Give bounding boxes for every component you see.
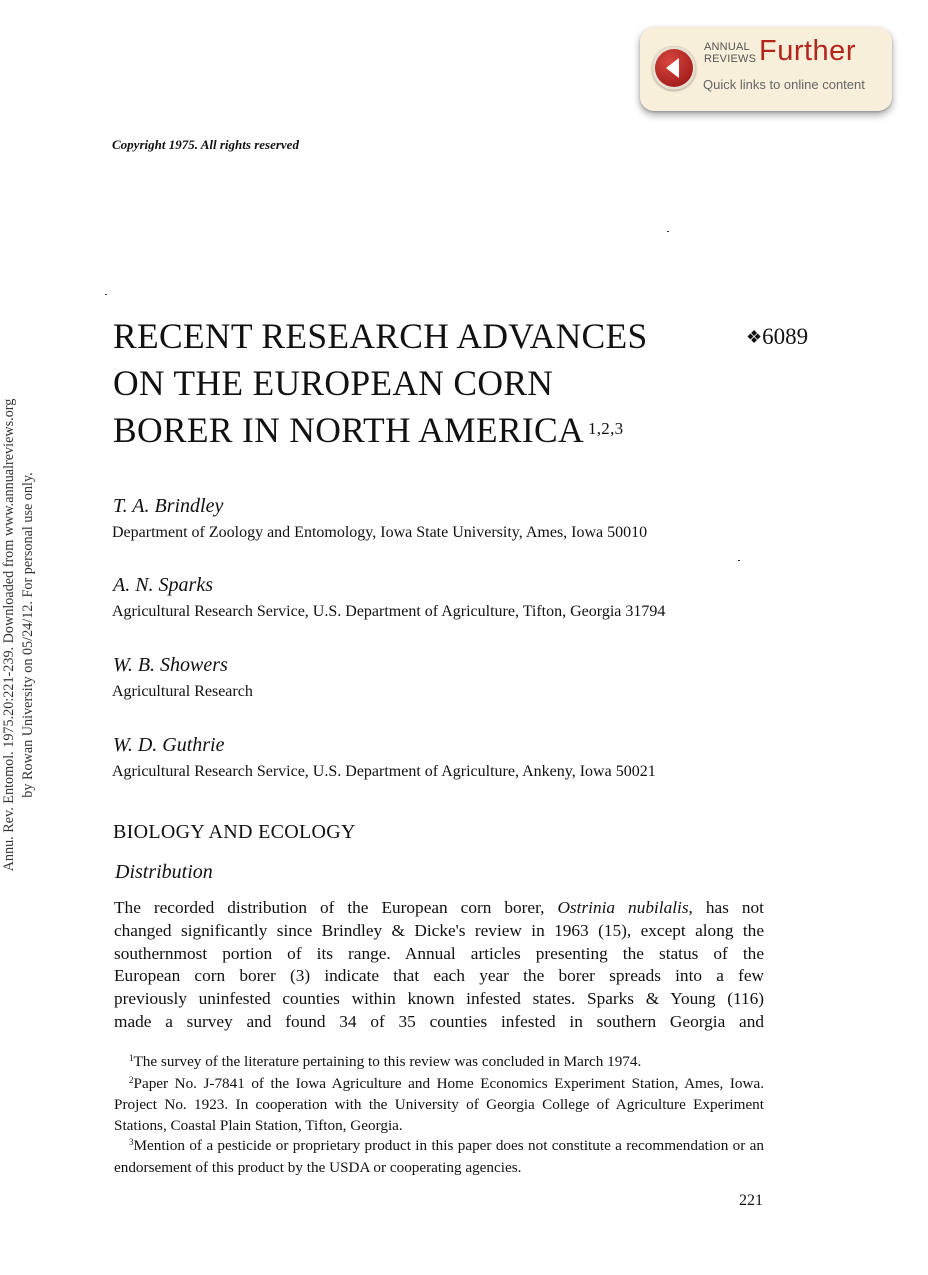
download-notice-text bbox=[0, 350, 38, 920]
diamond-icon: ❖ bbox=[746, 327, 763, 347]
title-line-3-text: BORER IN NORTH AMERICA bbox=[113, 410, 584, 450]
footnote-text: The survey of the literature pertaining to this review was concluded in March 1974. bbox=[133, 1053, 642, 1070]
badge-further-text: Further bbox=[759, 35, 856, 67]
download-notice-line-1: Annu. Rev. Entomol. 1975.20:221-239. Downloaded from www.annualreviews.org bbox=[1, 398, 17, 872]
back-arrow-icon bbox=[652, 46, 696, 90]
footnote bbox=[114, 1136, 764, 1178]
article-number bbox=[746, 324, 808, 350]
download-notice bbox=[0, 350, 48, 920]
scan-speck bbox=[105, 294, 107, 295]
subsection-heading: Distribution bbox=[115, 861, 213, 883]
body-line: southernmost portion of its range. Annual articles presenting the status of the bbox=[114, 943, 764, 963]
article-number-text: 6089 bbox=[762, 324, 809, 349]
footnote-mark: 2 bbox=[129, 1074, 134, 1085]
author-name: T. A. Brindley bbox=[113, 495, 224, 517]
author-affiliation: Department of Zoology and Entomology, Iowa State University, Ames, Iowa 50010 bbox=[112, 524, 648, 541]
footnote-mark: 1 bbox=[129, 1053, 134, 1063]
article-title bbox=[113, 313, 648, 454]
footnote-mark: 3 bbox=[129, 1137, 134, 1148]
footnotes bbox=[114, 1052, 764, 1179]
scan-speck bbox=[738, 560, 740, 561]
footnote-text: Mention of a pesticide or proprietary product in this paper does not constitute a recommendation or an endorsement of this product by the USDA or cooperating agencies. bbox=[114, 1137, 764, 1176]
annual-reviews-further-badge[interactable] bbox=[640, 27, 892, 111]
copyright-notice: Copyright 1975. All rights reserved bbox=[112, 137, 299, 152]
author-affiliation: Agricultural Research bbox=[112, 683, 253, 700]
title-line-1: RECENT RESEARCH ADVANCES bbox=[113, 316, 648, 356]
author-name: W. B. Showers bbox=[113, 654, 228, 676]
badge-reviews-text: REVIEWS bbox=[704, 53, 757, 65]
footnote bbox=[114, 1074, 764, 1137]
author-name: A. N. Sparks bbox=[113, 574, 213, 596]
author-affiliation: Agricultural Research Service, U.S. Department of Agriculture, Ankeny, Iowa 50021 bbox=[112, 763, 656, 780]
body-line bbox=[114, 897, 764, 920]
title-footnote-refs: 1,2,3 bbox=[587, 419, 624, 438]
badge-quick-links-text: Quick links to online content bbox=[703, 77, 865, 92]
body-line: previously uninfested counties within known infested states. Sparks & Young (116) bbox=[114, 989, 764, 1009]
body-line: made a survey and found 34 of 35 counties infested in southern Georgia and bbox=[114, 1011, 764, 1031]
footnote bbox=[114, 1052, 764, 1074]
title-line-3 bbox=[113, 407, 648, 454]
species-name: Ostrinia nubilalis, bbox=[557, 898, 693, 917]
title-line-2: ON THE EUROPEAN CORN bbox=[113, 363, 554, 403]
page-number: 221 bbox=[739, 1192, 763, 1209]
scan-speck bbox=[667, 231, 669, 232]
body-line: changed significantly since Brindley & Dicke's review in 1963 (15), except along the bbox=[114, 920, 764, 940]
body-line-1-post: has not bbox=[705, 898, 764, 917]
download-notice-line-2: by Rowan University on 05/24/12. For personal use only. bbox=[20, 472, 36, 798]
author-affiliation: Agricultural Research Service, U.S. Department of Agriculture, Tifton, Georgia 31794 bbox=[112, 603, 666, 620]
body-paragraph bbox=[114, 897, 764, 1034]
badge-annual-text: ANNUAL bbox=[704, 41, 750, 53]
body-line-1-pre: The recorded distribution of the European corn borer, bbox=[114, 898, 545, 917]
footnote-text: Paper No. J-7841 of the Iowa Agriculture and Home Economics Experiment Station, Ames, Iowa. Project No. 1923. In cooperation with the University of Georgia College of Agriculture Experiment Stations, Coastal Plain Station, Tifton, Georgia. bbox=[114, 1074, 764, 1134]
section-heading: BIOLOGY AND ECOLOGY bbox=[113, 821, 356, 843]
body-line: European corn borer (3) indicate that each year the borer spreads into a few bbox=[114, 966, 764, 986]
badge-annual-reviews-label bbox=[704, 41, 756, 65]
author-name: W. D. Guthrie bbox=[113, 734, 225, 756]
